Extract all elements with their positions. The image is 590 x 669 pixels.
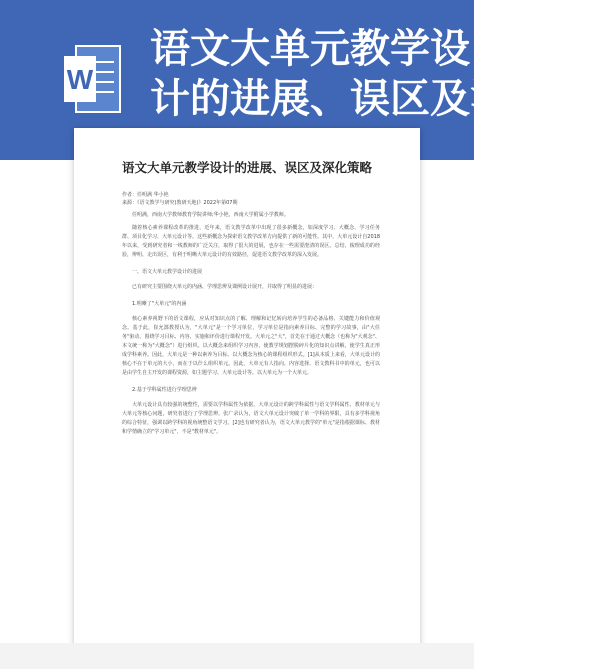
document-title: 语文大单元教学设计的进展、误区及深化策略 (122, 160, 373, 175)
banner-title-line1: 语文大单元教学设 (150, 25, 470, 72)
document-content (122, 158, 380, 437)
document-page (74, 128, 420, 648)
bottom-strip (0, 643, 474, 669)
banner-title-line2: 计的进展、误区及深化策 (150, 75, 590, 122)
word-icon-letter: W (66, 64, 94, 95)
section-heading-3: 2.基于学科属性进行学理思辨 (132, 387, 197, 393)
author-intro: 任明满，西南大学教师教育学院讲师;华小艳，西南大学附属小学教师。 (132, 212, 289, 218)
paragraph-2: 已有研究主要围绕大单元的内涵、学理思辨及课例设计展开，并取得了明显的进展： (132, 284, 318, 290)
paragraph-4: 大单元设计具有较强的统整性，需要以学科属性为依据。大单元设计的跨学科属性与语文学科属性、教材单元与大单元等核心问题，研究者进行了学理思辨。张广录认为，语文大单元设计突破了单一学科的界限，具有多学科视角的综合特征，强调以跨学科的视角统整语文学习。[2]也有研究者认为，语文大单元教学的"单元"是指根据课标、教材和学情确立的"学习单元"，不是"教材单元"。 (122, 402, 380, 435)
section-heading-1: 一、语文大单元教学设计的进展 (132, 269, 203, 275)
document-source: 来源：《语文教学与研究(教研天地)》2022年第07期 (122, 200, 238, 206)
document-authors: 作者：任明满 华小艳 (122, 192, 169, 198)
word-document-icon (62, 40, 124, 118)
paragraph-3: 核心素养视野下的语文课程，应从对知识点的了解、理解和记忆转向培养学生的必备品格、关键能力和价值观念。基于此，崔允漷教授认为，"大单元"是一个学习单位，学习单位是指向素养目标、完整的学习故事，由"大任务"驱动、围绕学习目标、内容、实施和评价进行课程开发。大单元之"大"，首先在于通过大概念（也称为"大观念"、本文统一称为"大概念"）进行组织。以大概念来组织学习内容，使教学规划摆脱碎片化的知识点讲解，使学生真正形成学科素养。因此，大单元是一种以素养为目标、以大概念为核心的课程组织形式。[1]从本质上来看，大单元设计的核心不在于单元的大小，而在于以什么组织单元。因此，大单元有人指向、内容选择、语文教科书中的单元，也可以是由学生自主开发的课程资源，如主题学习、大单元设计等。以大单元为一个大单元。 (122, 316, 380, 376)
banner-title (150, 24, 590, 124)
paragraph-1: 随着核心素养课程改革的推进，近年来，语文教学改革中出现了很多新概念，如深度学习、大概念、学习任务群、项目化学习、大单元设计等。这些新概念为探索语文教学改革方向提供了新的可能性。其中，大单元设计自2018年以来，受到研究者和一线教师的广泛关注，取得了很大的进展，也存在一些需要澄清的误区。总结、梳理成功的经验，辨明、走出误区，有利于明晰大单元设计的有效路径，促进语文教学改革的深入发展。 (122, 225, 380, 258)
section-heading-2: 1.明晰了"大单元"的内涵 (132, 301, 187, 307)
